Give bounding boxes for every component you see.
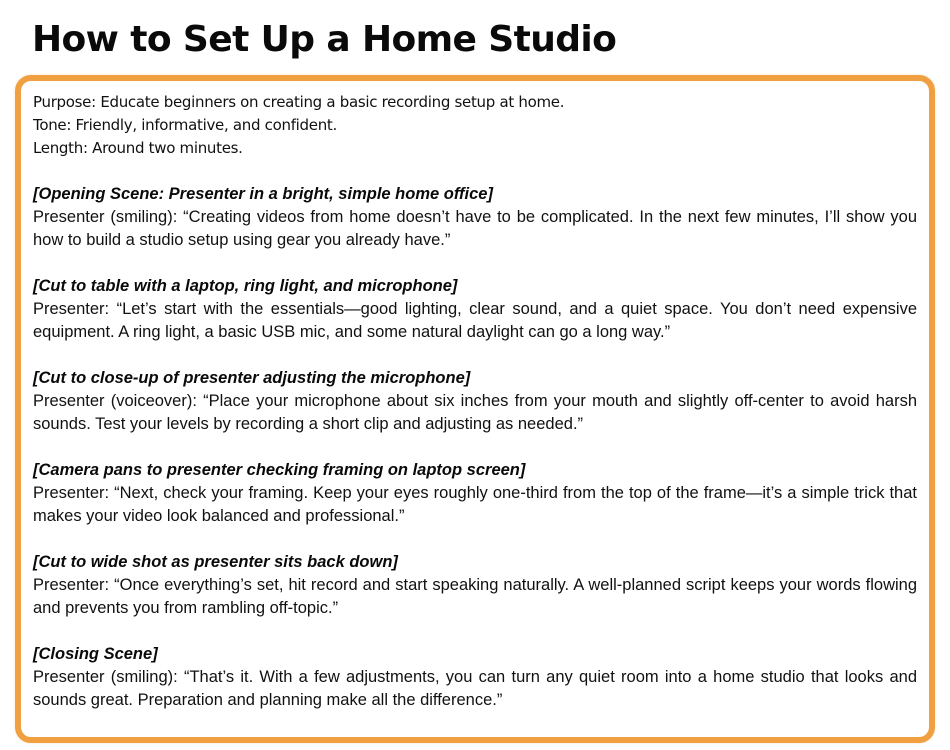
scene-dialogue: Presenter: “Next, check your framing. Keep your eyes roughly one-third from the top of the frame—it’s a simple trick that makes your video look balanced and professional.”: [33, 484, 917, 525]
meta-purpose: Purpose: Educate beginners on creating a basic recording setup at home.: [33, 93, 565, 111]
scene-dialogue: Presenter: “Let’s start with the essentials—good lighting, clear sound, and a quiet space. You don’t need expensive equipment. A ring light, a basic USB mic, and some natural daylight can go a long way.”: [33, 300, 917, 341]
scene-recording: [33, 551, 917, 620]
scene-essentials: [33, 275, 917, 344]
scene-opening: [33, 183, 917, 252]
page-title: How to Set Up a Home Studio: [32, 19, 617, 60]
scene-framing: [33, 459, 917, 528]
meta-length: Length: Around two minutes.: [33, 139, 243, 157]
scene-heading: [Camera pans to presenter checking framing on laptop screen]: [33, 461, 526, 479]
scene-closing: [33, 643, 917, 712]
scene-dialogue: Presenter (smiling): “Creating videos from home doesn’t have to be complicated. In the next few minutes, I’ll show you how to build a studio setup using gear you already have.”: [33, 208, 917, 249]
script-box: [15, 75, 935, 743]
scene-dialogue: Presenter (smiling): “That’s it. With a few adjustments, you can turn any quiet room into a home studio that looks and sounds great. Preparation and planning make all the difference.”: [33, 668, 917, 709]
scene-heading: [Closing Scene]: [33, 645, 158, 663]
script-meta: [33, 91, 917, 160]
scene-heading: [Cut to table with a laptop, ring light, and microphone]: [33, 277, 458, 295]
meta-tone: Tone: Friendly, informative, and confident.: [33, 116, 337, 134]
scene-dialogue: Presenter (voiceover): “Place your microphone about six inches from your mouth and slightly off-center to avoid harsh sounds. Test your levels by recording a short clip and adjusting as needed.”: [33, 392, 917, 433]
scene-heading: [Opening Scene: Presenter in a bright, simple home office]: [33, 185, 493, 203]
scene-microphone: [33, 367, 917, 436]
scene-dialogue: Presenter: “Once everything’s set, hit record and start speaking naturally. A well-planned script keeps your words flowing and prevents you from rambling off-topic.”: [33, 576, 917, 617]
scene-heading: [Cut to close-up of presenter adjusting the microphone]: [33, 369, 471, 387]
scene-heading: [Cut to wide shot as presenter sits back down]: [33, 553, 398, 571]
script-content: [33, 91, 917, 735]
